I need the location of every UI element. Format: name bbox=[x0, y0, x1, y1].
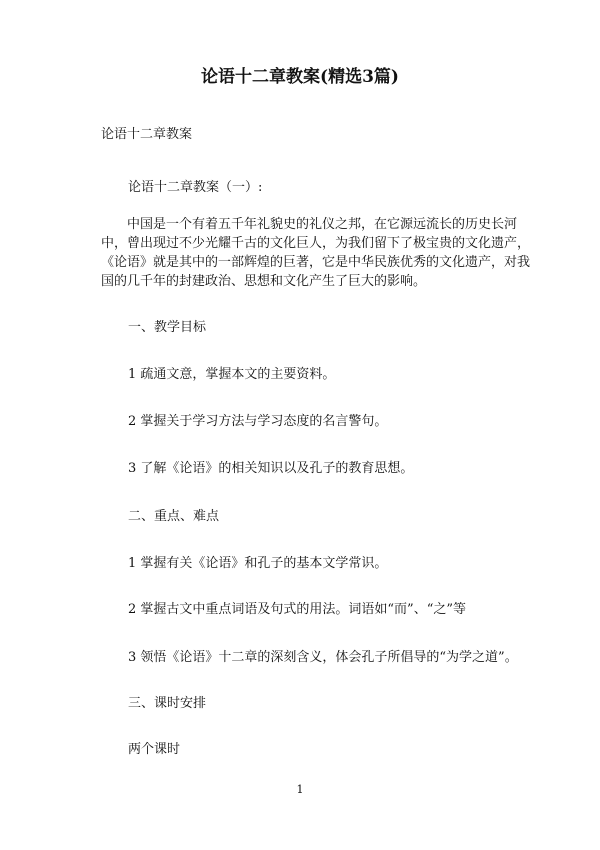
page-title: 论语十二章教案(精选3篇) bbox=[201, 67, 399, 87]
keypoint-item: 2 掌握古文中重点词语及句式的用法。词语如“而”、“之”等 bbox=[128, 602, 466, 617]
schedule-text: 两个课时 bbox=[128, 742, 181, 757]
goal-item: 3 了解《论语》的相关知识以及孔子的教育思想。 bbox=[128, 461, 414, 476]
document-subtitle: 论语十二章教案 bbox=[101, 127, 193, 142]
intro-line: 中，曾出现过不少光耀千古的文化巨人，为我们留下了极宝贵的文化遗产， bbox=[101, 236, 531, 251]
intro-line: 国的几千年的封建政治、思想和文化产生了巨大的影响。 bbox=[101, 274, 427, 289]
keypoint-item: 1 掌握有关《论语》和孔子的基本文学常识。 bbox=[128, 556, 388, 571]
intro-line: 中国是一个有着五千年礼貌史的礼仪之邦，在它源远流长的历史长河 bbox=[127, 217, 518, 232]
intro-line: 《论语》就是其中的一部辉煌的巨著，它是中华民族优秀的文化遗产，对我 bbox=[101, 255, 531, 270]
keypoint-item: 3 领悟《论语》十二章的深刻含义，体会孔子所倡导的“为学之道”。 bbox=[128, 650, 518, 665]
goals-heading: 一、教学目标 bbox=[128, 320, 207, 335]
intro-paragraph bbox=[101, 215, 531, 291]
goal-item: 2 掌握关于学习方法与学习态度的名言警句。 bbox=[128, 414, 388, 429]
schedule-heading: 三、课时安排 bbox=[128, 696, 207, 711]
page-number: 1 bbox=[296, 783, 304, 796]
goal-item: 1 疏通文意，掌握本文的主要资料。 bbox=[128, 367, 336, 382]
keypoints-heading: 二、重点、难点 bbox=[128, 509, 220, 524]
section-heading: 论语十二章教案（一）: bbox=[128, 180, 263, 195]
